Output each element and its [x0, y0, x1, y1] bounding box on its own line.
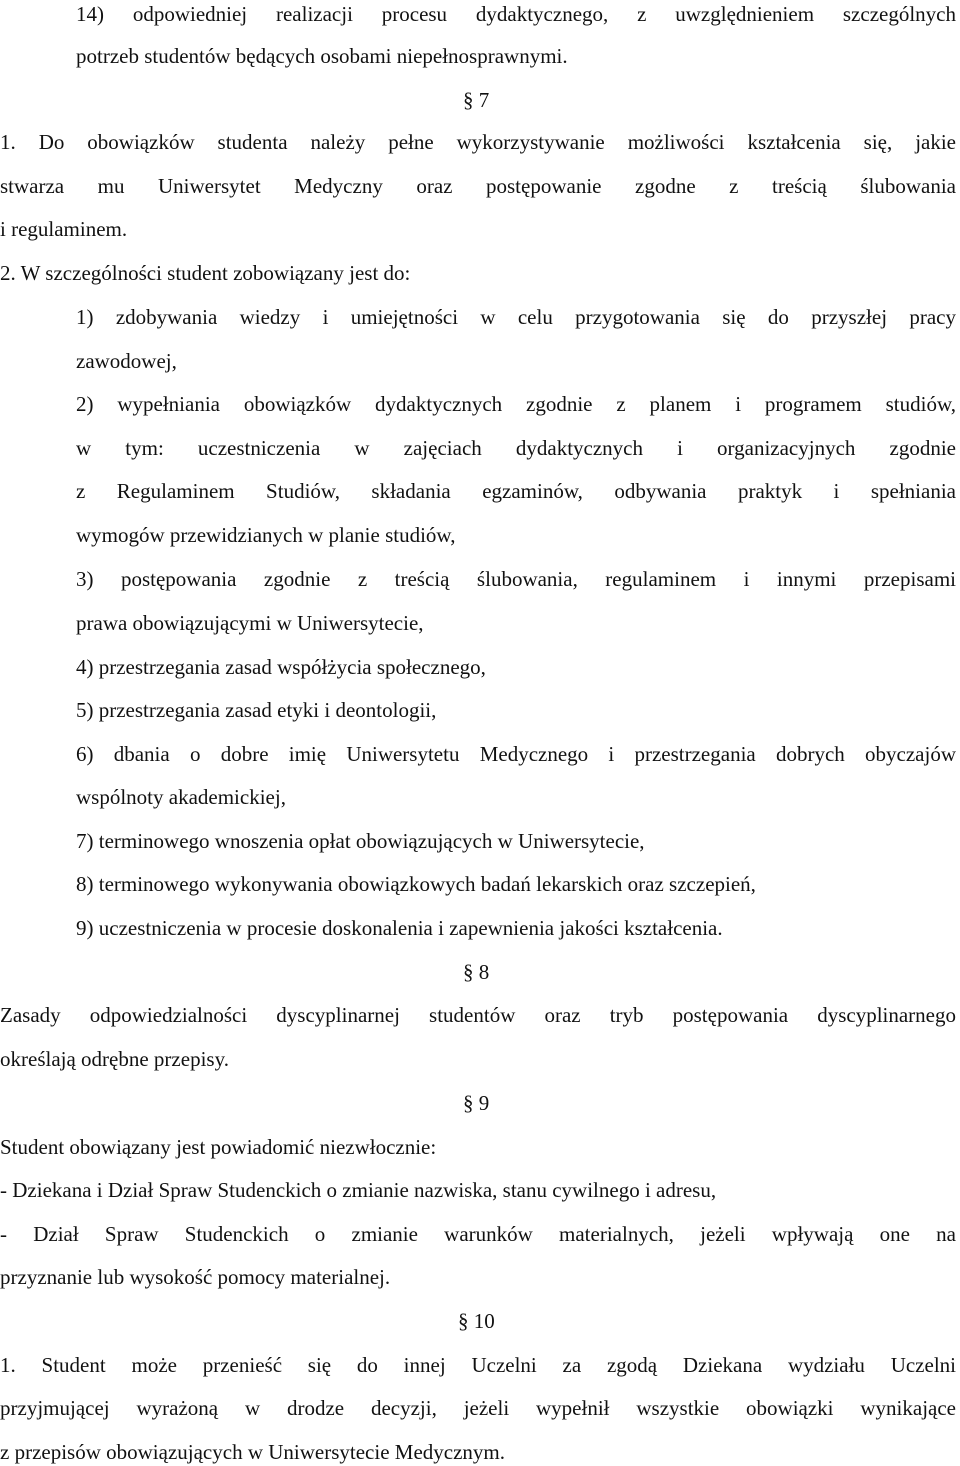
- s7-item-5: 5) przestrzegania zasad etyki i deontologii,: [76, 698, 437, 722]
- s7-item-3-line-1: 3) postępowania zgodnie z treścią ślubowania, regulaminem i innymi przepisami: [76, 567, 956, 591]
- s7-item-2-line-2: w tym: uczestniczenia w zajęciach dydaktycznych i organizacyjnych zgodnie: [76, 436, 956, 460]
- s9-line-1: Student obowiązany jest powiadomić niezwłocznie:: [0, 1135, 437, 1159]
- s7-item-7: 7) terminowego wnoszenia opłat obowiązujących w Uniwersytecie,: [76, 829, 645, 853]
- s9-line-3: - Dział Spraw Studenckich o zmianie warunków materialnych, jeżeli wpływają one na: [0, 1222, 956, 1246]
- s8-line-1: Zasady odpowiedzialności dyscyplinarnej studentów oraz tryb postępowania dyscyplinarnego: [0, 1003, 956, 1027]
- s7-item-8: 8) terminowego wykonywania obowiązkowych badań lekarskich oraz szczepień,: [76, 872, 756, 896]
- s10-line-1: 1. Student może przenieść się do innej Uczelni za zgodą Dziekana wydziału Uczelni: [0, 1353, 956, 1377]
- s10-line-3: z przepisów obowiązujących w Uniwersytecie Medycznym.: [0, 1440, 505, 1464]
- section-heading-10: § 10: [458, 1309, 495, 1333]
- s7-item-1-line-1: 1) zdobywania wiedzy i umiejętności w celu przygotowania się do przyszłej pracy: [76, 305, 956, 329]
- section-heading-8: § 8: [463, 960, 490, 984]
- s7-line-1: 1. Do obowiązków studenta należy pełne wykorzystywanie możliwości kształcenia się, jakie: [0, 130, 956, 154]
- s7-item-2-line-4: wymogów przewidzianych w planie studiów,: [76, 523, 456, 547]
- s7-item-2-line-1: 2) wypełniania obowiązków dydaktycznych zgodnie z planem i programem studiów,: [76, 392, 956, 416]
- s7-item-6-line-2: wspólnoty akademickiej,: [76, 785, 286, 809]
- item-14-line-1: 14) odpowiedniej realizacji procesu dydaktycznego, z uwzględnieniem szczególnych: [76, 2, 956, 26]
- item-14-line-2: potrzeb studentów będących osobami niepełnosprawnymi.: [76, 44, 568, 68]
- s7-item-9: 9) uczestniczenia w procesie doskonalenia i zapewnienia jakości kształcenia.: [76, 916, 723, 940]
- section-heading-9: § 9: [463, 1091, 490, 1115]
- section-heading-7: § 7: [463, 88, 490, 112]
- s7-line-4: 2. W szczególności student zobowiązany jest do:: [0, 261, 411, 285]
- s8-line-2: określają odrębne przepisy.: [0, 1047, 229, 1071]
- s7-item-3-line-2: prawa obowiązującymi w Uniwersytecie,: [76, 611, 424, 635]
- s9-line-4: przyznanie lub wysokość pomocy materialnej.: [0, 1265, 391, 1289]
- s10-line-2: przyjmującej wyrażoną w drodze decyzji, jeżeli wypełnił wszystkie obowiązki wynikające: [0, 1396, 956, 1420]
- s7-line-2: stwarza mu Uniwersytet Medyczny oraz postępowanie zgodne z treścią ślubowania: [0, 174, 956, 198]
- s7-item-4: 4) przestrzegania zasad współżycia społecznego,: [76, 655, 486, 679]
- s9-line-2: - Dziekana i Dział Spraw Studenckich o zmianie nazwiska, stanu cywilnego i adresu,: [0, 1178, 717, 1202]
- s7-item-6-line-1: 6) dbania o dobre imię Uniwersytetu Medycznego i przestrzegania dobrych obyczajów: [76, 742, 956, 766]
- s7-item-1-line-2: zawodowej,: [76, 349, 177, 373]
- s7-item-2-line-3: z Regulaminem Studiów, składania egzaminów, odbywania praktyk i spełniania: [76, 479, 956, 503]
- s7-line-3: i regulaminem.: [0, 217, 128, 241]
